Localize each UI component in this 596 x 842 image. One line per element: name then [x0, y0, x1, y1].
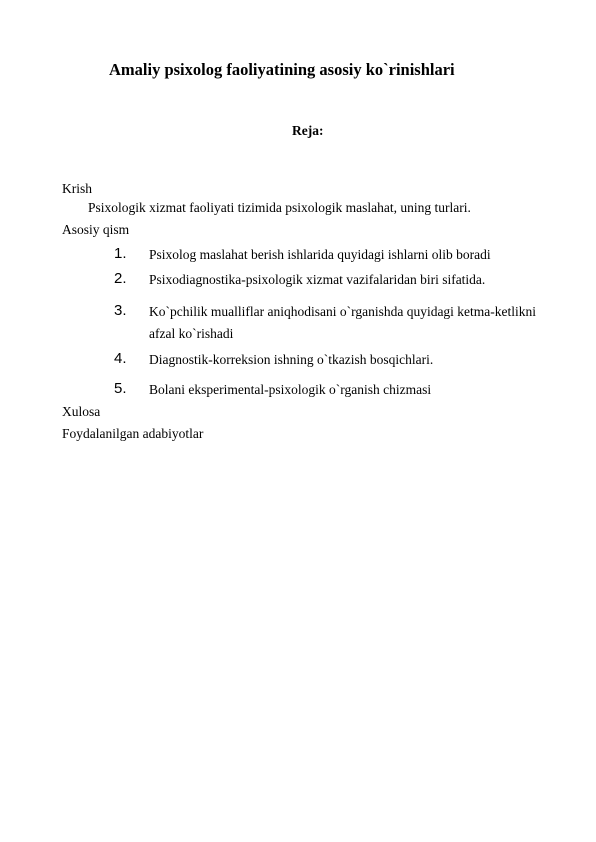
item-text: Diagnostik-korreksion ishning o`tkazish bosqichlari.	[149, 352, 434, 367]
item-number: 4.	[114, 350, 127, 367]
references-label: Foydalanilgan adabiyotlar	[62, 426, 204, 441]
item-text: Bolani eksperimental-psixologik o`rganish chizmasi	[149, 382, 432, 397]
intro-text: Psixologik xizmat faoliyati tizimida psixologik maslahat, uning turlari.	[88, 200, 471, 215]
main-part-label: Asosiy qism	[62, 222, 130, 237]
item-text: Ko`pchilik mualliflar aniqhodisani o`rganishda quyidagi ketma-ketlikni	[149, 304, 537, 319]
item-number: 2.	[114, 270, 127, 287]
item-number: 1.	[114, 245, 127, 262]
item-text: Psixolog maslahat berish ishlarida quyidagi ishlarni olib boradi	[149, 247, 491, 262]
intro-label: Krish	[62, 181, 92, 196]
item-number: 3.	[114, 302, 127, 319]
item-number: 5.	[114, 380, 127, 397]
plan-heading: Reja:	[292, 123, 324, 138]
item-text-continuation: afzal ko`rishadi	[149, 326, 234, 341]
document-title: Amaliy psixolog faoliyatining asosiy ko`rinishlari	[109, 60, 455, 79]
item-text: Psixodiagnostika-psixologik xizmat vazifalaridan biri sifatida.	[149, 272, 486, 287]
conclusion-label: Xulosa	[62, 404, 101, 419]
